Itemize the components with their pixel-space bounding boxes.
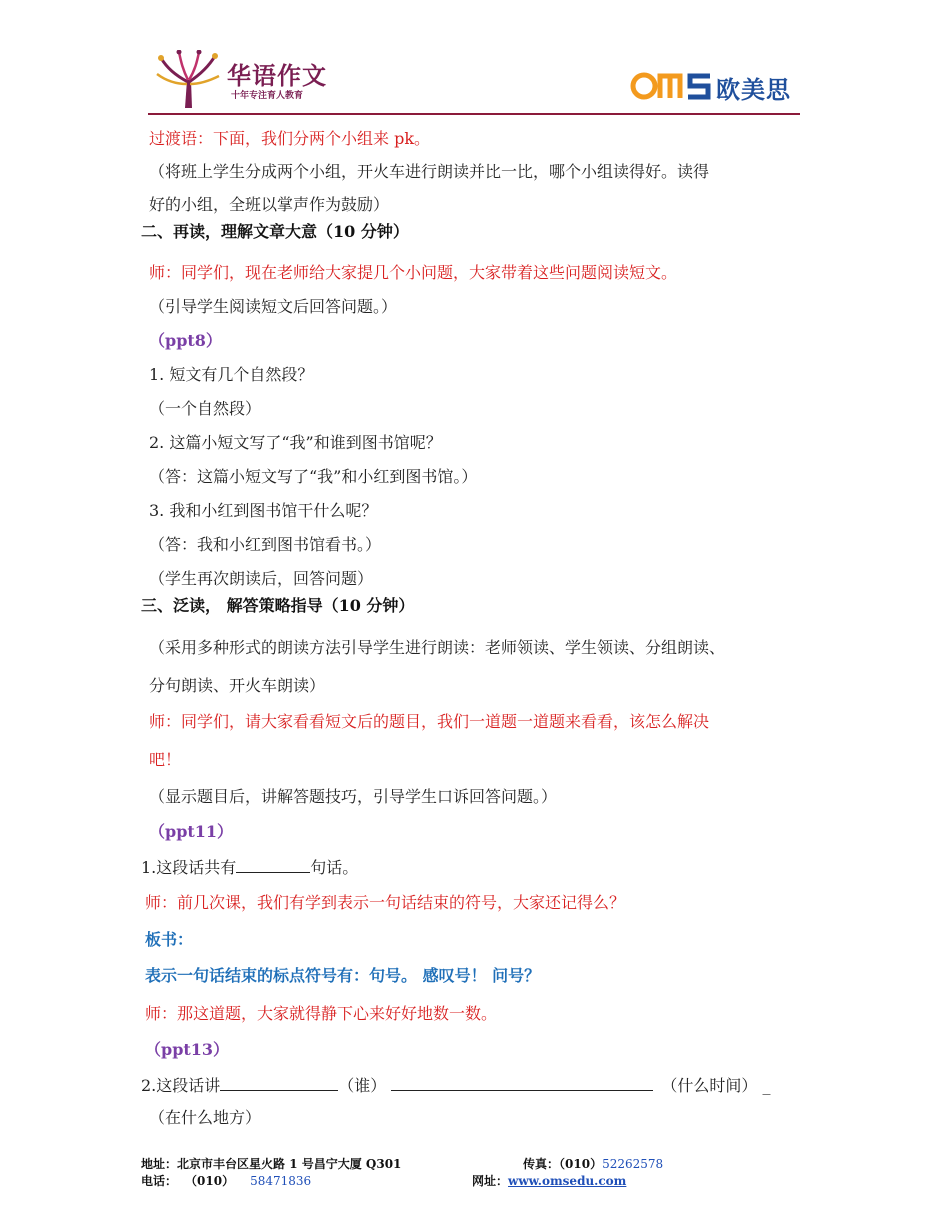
oms-wordmark-icon [630,70,714,102]
oms-logo [630,70,805,104]
huayu-logo [155,50,335,110]
phone-number: 58471836 [250,1174,312,1188]
fax-number: 52262578 [602,1157,664,1171]
footer-website [472,1172,626,1189]
teacher-line: 师：那这道题，大家就得静下心来好好地数一数。 [145,1004,498,1023]
brand-subtitle: 十年专注育人教育 [231,91,304,101]
exercise-text: 1.这段话共有 [141,858,237,877]
question-line: 1. 短文有几个自然段？ [149,365,314,384]
exercise-2 [141,1074,771,1096]
answer-blank [236,856,310,873]
paragraph-line: （显示题目后，讲解答题技巧，引导学生口诉回答问题。） [149,787,558,806]
address-label: 地址： [141,1157,178,1171]
ppt-label: （ppt13） [145,1040,230,1059]
board-text: 表示一句话结束的标点符号有：句号。 感叹号！ 问号？ [145,966,541,985]
exercise-text: （谁） [338,1076,387,1095]
website-label: 网址： [472,1174,509,1188]
brand-title: 华语作文 [227,62,327,90]
answer-blank [391,1074,653,1091]
phone-area: （010） [191,1174,235,1188]
teacher-line: 师：前几次课，我们有学到表示一句话结束的符号，大家还记得么？ [145,893,626,912]
footer-address [141,1155,401,1172]
answer-line: （答：我和小红到图书馆看书。） [149,535,382,554]
section-heading: 二、再读，理解文章大意（10 分钟） [141,222,409,241]
answer-line: （答：这篇小短文写了“我”和小红到图书馆。） [149,467,478,486]
exercise-2-continued: （在什么地方） [149,1108,262,1127]
ppt-label: （ppt8） [149,331,222,350]
footer-phone [141,1172,311,1189]
exercise-text: 句话。 [310,858,359,877]
paragraph-line: （将班上学生分成两个小组，开火车进行朗读并比一比，哪个小组读得好。读得 [149,162,710,181]
exercise-1 [141,856,358,878]
paragraph-line: （引导学生阅读短文后回答问题。） [149,297,398,316]
teacher-line: 师：同学们，现在老师给大家提几个小问题，大家带着这些问题阅读短文。 [149,263,678,282]
website-link[interactable]: www.omsedu.com [508,1174,627,1188]
section-heading: 三、泛读， 解答策略指导（10 分钟） [141,596,415,615]
teacher-line: 吧！ [149,750,182,769]
phone-label: 电话： [141,1174,178,1188]
answer-blank [220,1074,338,1091]
paragraph-line: 分句朗读、开火车朗读） [149,676,326,695]
answer-line: （学生再次朗读后，回答问题） [149,569,374,588]
transition-line: 过渡语：下面，我们分两个小组来 pk。 [149,129,431,148]
brand-cn-name: 欧美思 [716,76,791,104]
teacher-line: 师：同学们，请大家看看短文后的题目，我们一道题一道题来看看，该怎么解决 [149,712,710,731]
header-divider [148,113,800,115]
answer-line: （一个自然段） [149,399,262,418]
question-line: 2. 这篇小短文写了“我”和谁到图书馆呢？ [149,433,442,452]
address-value: 北京市丰台区星火路 1 号昌宁大厦 Q301 [177,1157,402,1171]
fax-label: 传真： [523,1157,560,1171]
fax-area: （010） [559,1157,603,1171]
board-label: 板书： [145,930,194,949]
ppt-label: （ppt11） [149,822,234,841]
exercise-text: （什么时间） [661,1076,758,1095]
paragraph-line: 好的小组，全班以掌声作为鼓励） [149,195,390,214]
tree-logo-icon [155,50,221,110]
footer-fax [523,1155,663,1172]
question-line: 3. 我和小红到图书馆干什么呢？ [149,501,378,520]
paragraph-line: （采用多种形式的朗读方法引导学生进行朗读：老师领读、学生领读、分组朗读、 [149,638,726,657]
exercise-text: _ [762,1076,771,1095]
exercise-text: 2.这段话讲 [141,1076,221,1095]
